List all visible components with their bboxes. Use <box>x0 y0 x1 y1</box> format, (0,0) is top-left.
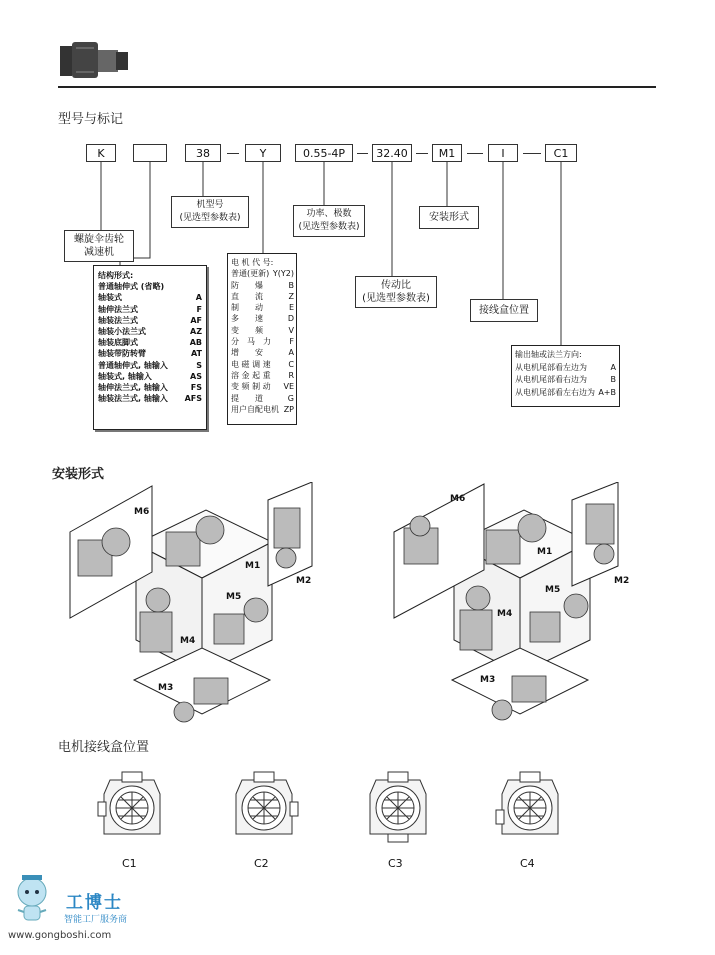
code-box-terminal: I <box>488 144 518 162</box>
pos-label-m6-left: M6 <box>134 507 150 517</box>
code-box-series: K <box>86 144 116 162</box>
structure-table <box>93 265 207 430</box>
structure-row-name: 轴装式 <box>98 293 122 303</box>
watermark-brand: 工博士 <box>66 893 123 913</box>
pos-label-m2-left: M2 <box>296 576 312 586</box>
mascot-logo-icon <box>8 872 58 928</box>
motor-row-code: B <box>288 280 294 290</box>
motor-row-name: 溶 金 起 重 <box>231 370 271 380</box>
structure-row-name: 普通轴伸式, 轴输入 <box>98 360 168 370</box>
motor-title: 电 机 代 号: <box>231 258 274 267</box>
pos-label-m3-left: M3 <box>158 683 174 693</box>
pos-label-m4-right: M4 <box>497 609 513 619</box>
motor-row-code: C <box>288 359 294 369</box>
code-box-motor: Y <box>245 144 281 162</box>
structure-row <box>98 371 202 382</box>
motor-row <box>231 336 294 347</box>
terminal-section-title: 电机接线盒位置 <box>58 740 150 755</box>
series-label: 螺旋伞齿轮 减速机 <box>64 230 134 262</box>
motor-row-code: E <box>288 303 294 313</box>
motor-row-name: 变 频 <box>231 325 263 335</box>
structure-row <box>98 337 202 348</box>
structure-row-code: AFS <box>184 394 202 404</box>
frame-label: 机型号 (见选型参数表) <box>171 196 249 228</box>
watermark-tagline: 智能工厂服务商 <box>64 915 128 925</box>
motor-row <box>231 291 294 302</box>
output-direction-row-code: A <box>610 362 616 372</box>
structure-row-code: AT <box>190 349 202 359</box>
motor-row-code: V <box>288 325 294 335</box>
structure-row-code: A <box>195 293 202 303</box>
code-box-ratio: 32.40 <box>372 144 412 162</box>
pos-label-m5-right: M5 <box>545 585 561 595</box>
structure-row-code: FS <box>190 383 202 393</box>
structure-row-code: AB <box>189 338 202 348</box>
output-direction-title: 输出轴或法兰方向: <box>515 350 582 359</box>
structure-row <box>98 382 202 393</box>
structure-title: 结构形式: <box>98 271 134 280</box>
structure-row <box>98 281 202 292</box>
structure-row-name: 轴装小法兰式 <box>98 327 146 337</box>
motor-row-code: ZP <box>283 404 294 414</box>
motor-row-name: 直 流 <box>231 291 263 301</box>
motor-row <box>231 347 294 358</box>
motor-row-code: Y(Y2) <box>272 269 294 279</box>
terminal-drawing-2 <box>228 764 300 850</box>
structure-row-code: AZ <box>190 327 202 337</box>
motor-row-code: A <box>288 348 294 358</box>
structure-row-name: 轴装带防转臂 <box>98 349 146 359</box>
pos-label-m6-right: M6 <box>450 494 466 504</box>
motor-row-name: 增 安 <box>231 348 263 358</box>
motor-row-code: F <box>289 337 294 347</box>
watermark-url: www.gongboshi.com <box>8 930 112 941</box>
motor-row-code: VE <box>283 382 294 392</box>
structure-row-name: 轴伸法兰式, 轴输入 <box>98 383 168 393</box>
terminal-caption-3: C3 <box>388 857 403 870</box>
pos-label-m1-left: M1 <box>245 561 261 571</box>
structure-row-name: 轴装法兰式 <box>98 315 138 325</box>
structure-row <box>98 348 202 359</box>
motor-row <box>231 381 294 392</box>
motor-row-name: 防 爆 <box>231 280 263 290</box>
pos-label-m2-right: M2 <box>614 576 630 586</box>
output-direction-row-name: 从电机尾部看左右边为 <box>515 387 595 397</box>
code-box-power: 0.55-4P <box>295 144 353 162</box>
mounting-diagram-right <box>390 482 680 732</box>
mount-section-title: 安装形式 <box>52 467 105 482</box>
output-direction-row-name: 从电机尾部看左边为 <box>515 362 587 372</box>
structure-row-code: AF <box>190 315 202 325</box>
output-direction-table <box>511 345 620 407</box>
power-label: 功率、极数 (见选型参数表) <box>293 205 365 237</box>
structure-row-name: 轴装式, 轴输入 <box>98 371 152 381</box>
output-direction-row <box>515 387 616 400</box>
motor-row-name: 制 动 <box>231 303 263 313</box>
motor-row <box>231 325 294 336</box>
motor-code-table <box>227 253 297 425</box>
structure-row-name: 轴装法兰式, 轴输入 <box>98 394 168 404</box>
motor-row <box>231 280 294 291</box>
motor-row-name: 多 速 <box>231 314 263 324</box>
motor-row-name: 变 频 制 动 <box>231 382 271 392</box>
terminal-drawing-1 <box>96 764 168 850</box>
pos-label-m1-right: M1 <box>537 547 553 557</box>
motor-row-code: G <box>287 393 294 403</box>
code-box-mount: M1 <box>432 144 462 162</box>
motor-row-name: 用户自配电机 <box>231 404 279 414</box>
structure-row-code: F <box>196 304 202 314</box>
terminal-drawing-4 <box>494 764 566 850</box>
mount-form-label: 安装形式 <box>419 206 479 229</box>
output-direction-row <box>515 374 616 387</box>
pos-label-m3-right: M3 <box>480 675 496 685</box>
structure-row <box>98 360 202 371</box>
terminal-caption-2: C2 <box>254 857 269 870</box>
code-box-frame: 38 <box>185 144 221 162</box>
output-direction-row-code: B <box>610 375 616 384</box>
structure-row-name: 轴伸法兰式 <box>98 304 138 314</box>
motor-row-code: Z <box>288 291 294 301</box>
pos-label-m5-left: M5 <box>226 592 242 602</box>
terminal-caption-4: C4 <box>520 857 535 870</box>
structure-row <box>98 292 202 303</box>
structure-row-code: S <box>196 360 202 370</box>
structure-row <box>98 315 202 326</box>
structure-row <box>98 326 202 337</box>
motor-row-code: R <box>288 370 294 380</box>
mounting-diagram-left <box>60 482 350 732</box>
motor-row-code: D <box>287 314 294 324</box>
output-direction-row <box>515 362 616 375</box>
ratio-label: 传动比 (见选型参数表) <box>355 276 437 308</box>
motor-row <box>231 302 294 313</box>
terminal-drawing-3 <box>362 764 434 850</box>
code-box-output: C1 <box>545 144 577 162</box>
terminal-position-label: 接线盒位置 <box>470 299 538 322</box>
output-direction-row-name: 从电机尾部看右边为 <box>515 375 587 384</box>
motor-row-name: 电 磁 调 速 <box>231 359 271 369</box>
structure-row-name: 轴装底脚式 <box>98 338 138 348</box>
structure-row <box>98 393 202 404</box>
pos-label-m4-left: M4 <box>180 636 196 646</box>
motor-row <box>231 370 294 381</box>
motor-row-name: 分 马 力 <box>231 337 271 347</box>
structure-row <box>98 304 202 315</box>
motor-row <box>231 268 294 279</box>
model-section-title: 型号与标记 <box>58 112 124 127</box>
output-direction-row-code: A+B <box>598 387 616 397</box>
motor-row <box>231 313 294 324</box>
terminal-caption-1: C1 <box>122 857 137 870</box>
motor-row <box>231 359 294 370</box>
motor-row-name: 提 道 <box>231 393 263 403</box>
structure-row-code: AS <box>190 371 202 381</box>
motor-row <box>231 404 294 415</box>
motor-row-name: 普通(更新) <box>231 269 270 279</box>
motor-row <box>231 393 294 404</box>
structure-row-name: 普通轴伸式 (省略) <box>98 282 165 292</box>
